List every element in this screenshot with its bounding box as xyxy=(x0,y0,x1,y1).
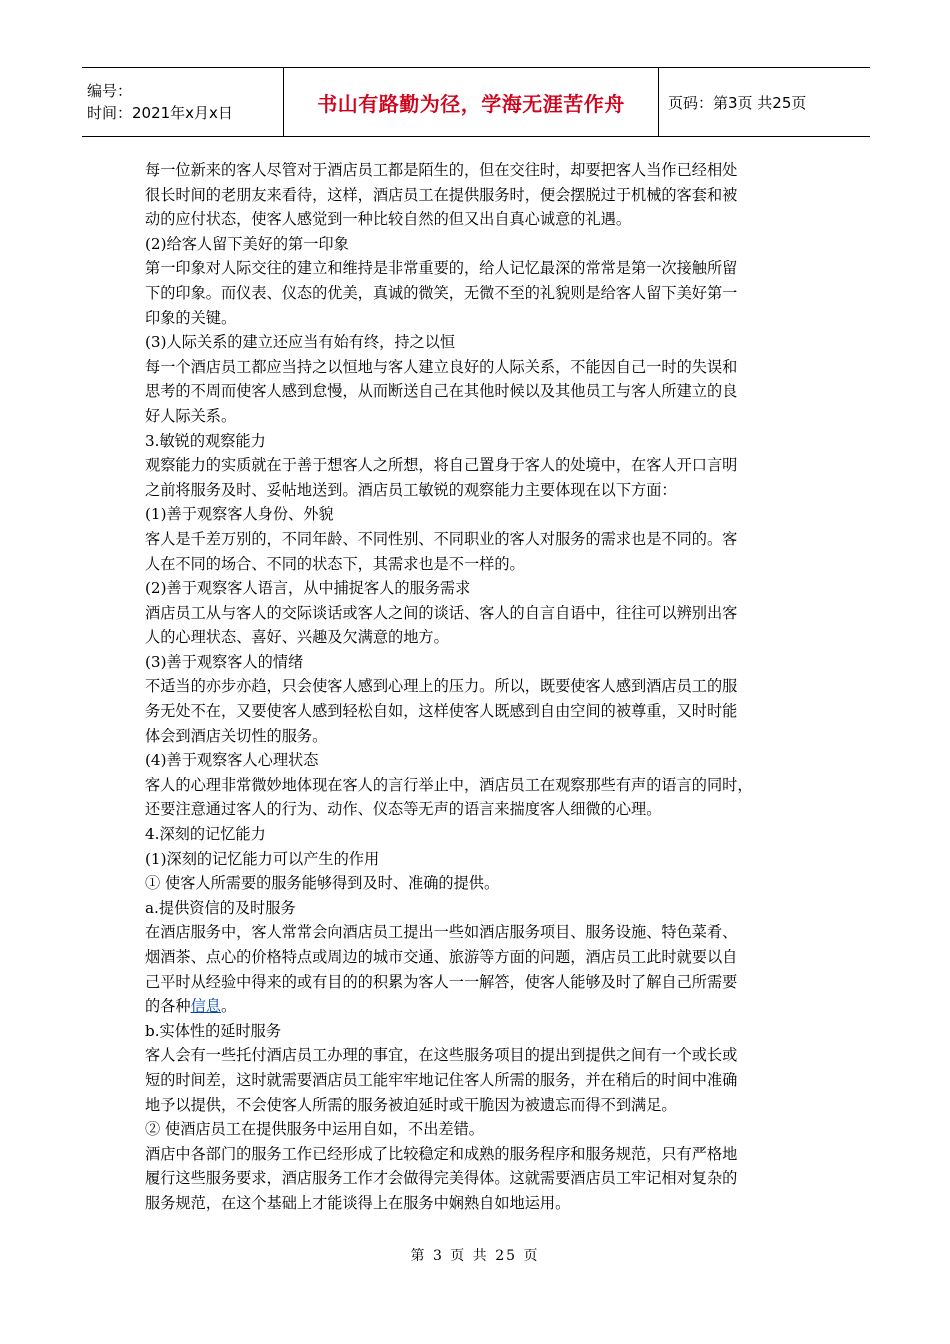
text-line-with-link xyxy=(145,994,810,1019)
text-line: 不适当的亦步亦趋，只会使客人感到心理上的压力。所以，既要使客人感到酒店员工的服 xyxy=(145,677,738,696)
text-line: 在酒店服务中，客人常常会向酒店员工提出一些如酒店服务项目、服务设施、特色菜肴、 xyxy=(145,923,738,942)
text-line: 好人际关系。 xyxy=(145,406,237,425)
text-line: b.实体性的延时服务 xyxy=(145,1021,282,1040)
text-line: 人在不同的场合、不同的状态下，其需求也是不一样的。 xyxy=(145,554,525,573)
text-line: 思考的不周而使客人感到怠慢，从而断送自己在其他时候以及其他员工与客人所建立的良 xyxy=(145,382,738,401)
text-line: 第一印象对人际交往的建立和维持是非常重要的，给人记忆最深的常常是第一次接触所留 xyxy=(145,259,738,278)
text-line: 每一位新来的客人尽管对于酒店员工都是陌生的，但在交往时，却要把客人当作已经相处 xyxy=(145,161,738,179)
text-line: 3.敏锐的观察能力 xyxy=(145,431,266,450)
info-link[interactable]: 信息 xyxy=(190,997,221,1016)
text-line: 地予以提供，不会使客人所需的服务被迫延时或干脆因为被遗忘而得不到满足。 xyxy=(145,1095,677,1114)
text-line: 履行这些服务要求，酒店服务工作才会做得完美得体。这就需要酒店员工牢记相对复杂的 xyxy=(145,1169,738,1188)
text-line: 服务规范，在这个基础上才能谈得上在服务中娴熟自如地运用。 xyxy=(145,1193,571,1212)
document-body xyxy=(145,158,810,1216)
page-footer: 第 3 页 共 25 页 xyxy=(410,1248,540,1264)
link-line-prefix: 的各种 xyxy=(145,997,191,1016)
document-number: 编号： xyxy=(87,82,133,100)
page-header xyxy=(82,67,870,137)
body-text-part-2 xyxy=(145,1019,810,1216)
text-line: 印象的关键。 xyxy=(145,308,237,327)
text-line: (2)善于观察客人语言，从中捕捉客人的服务需求 xyxy=(145,579,471,598)
text-line: (3)善于观察客人的情绪 xyxy=(145,652,304,671)
text-line: 酒店员工从与客人的交际谈话或客人之间的谈话、客人的自言自语中，往往可以辨别出客 xyxy=(145,603,738,622)
text-line: 短的时间差，这时就需要酒店员工能牢牢地记住客人所需的服务，并在稍后的时间中准确 xyxy=(145,1070,738,1089)
text-line: 客人的心理非常微妙地体现在客人的言行举止中，酒店员工在观察那些有声的语言的同时， xyxy=(145,775,753,794)
text-line: 动的应付状态，使客人感觉到一种比较自然的但又出自真心诚意的礼遇。 xyxy=(145,210,631,229)
text-line: 每一个酒店员工都应当持之以恒地与客人建立良好的人际关系，不能因自己一时的失误和 xyxy=(145,357,738,376)
text-line: (4)善于观察客人心理状态 xyxy=(145,751,319,770)
text-line: a.提供资信的及时服务 xyxy=(145,898,296,917)
text-line: (1)善于观察客人身份、外貌 xyxy=(145,505,334,524)
header-motto-cell xyxy=(283,68,659,136)
header-meta xyxy=(82,68,283,136)
link-line-suffix: 。 xyxy=(220,997,237,1016)
text-line: 己平时从经验中得来的或有目的的积累为客人一一解答，使客人能够及时了解自己所需要 xyxy=(145,972,738,991)
text-line: 酒店中各部门的服务工作已经形成了比较稳定和成熟的服务程序和服务规范，只有严格地 xyxy=(145,1144,738,1163)
text-line: (1)深刻的记忆能力可以产生的作用 xyxy=(145,849,380,868)
text-line: 客人是千差万别的，不同年龄、不同性别、不同职业的客人对服务的需求也是不同的。客 xyxy=(145,529,738,548)
body-text-part-1 xyxy=(145,158,810,994)
text-line: ① 使客人所需要的服务能够得到及时、准确的提供。 xyxy=(145,874,500,893)
text-line: 体会到酒店关切性的服务。 xyxy=(145,726,328,745)
text-line: ② 使酒店员工在提供服务中运用自如，不出差错。 xyxy=(145,1120,484,1139)
text-line: 很长时间的老朋友来看待，这样，酒店员工在提供服务时，便会摆脱过于机械的客套和被 xyxy=(145,185,738,204)
text-line: 之前将服务及时、妥帖地送到。酒店员工敏锐的观察能力主要体现在以下方面： xyxy=(145,480,677,499)
text-line: 客人会有一些托付酒店员工办理的事宜，在这些服务项目的提出到提供之间有一个或长或 xyxy=(145,1046,738,1065)
text-line: 烟酒茶、点心的价格特点或周边的城市交通、旅游等方面的问题，酒店员工此时就要以自 xyxy=(145,948,738,966)
document-date: 时间：2021年x月x日 xyxy=(87,104,233,122)
text-line: 还要注意通过客人的行为、动作、仪态等无声的语言来揣度客人细微的心理。 xyxy=(145,800,662,819)
text-line: 观察能力的实质就在于善于想客人之所想，将自己置身于客人的处境中，在客人开口言明 xyxy=(145,456,738,475)
text-line: (2)给客人留下美好的第一印象 xyxy=(145,234,349,253)
text-line: 人的心理状态、喜好、兴趣及欠满意的地方。 xyxy=(145,628,449,647)
text-line: 4.深刻的记忆能力 xyxy=(145,825,266,844)
header-page-info: 页码：第3页 共25页 xyxy=(668,93,807,112)
text-line: 下的印象。而仪表、仪态的优美，真诚的微笑，无微不至的礼貌则是给客人留下美好第一 xyxy=(145,283,738,302)
header-motto: 书山有路勤为径，学海无涯苦作舟 xyxy=(317,91,625,116)
text-line: 务无处不在，又要使客人感到轻松自如，这样使客人既感到自由空间的被尊重，又时时能 xyxy=(145,702,738,721)
text-line: (3)人际关系的建立还应当有始有终，持之以恒 xyxy=(145,333,456,352)
